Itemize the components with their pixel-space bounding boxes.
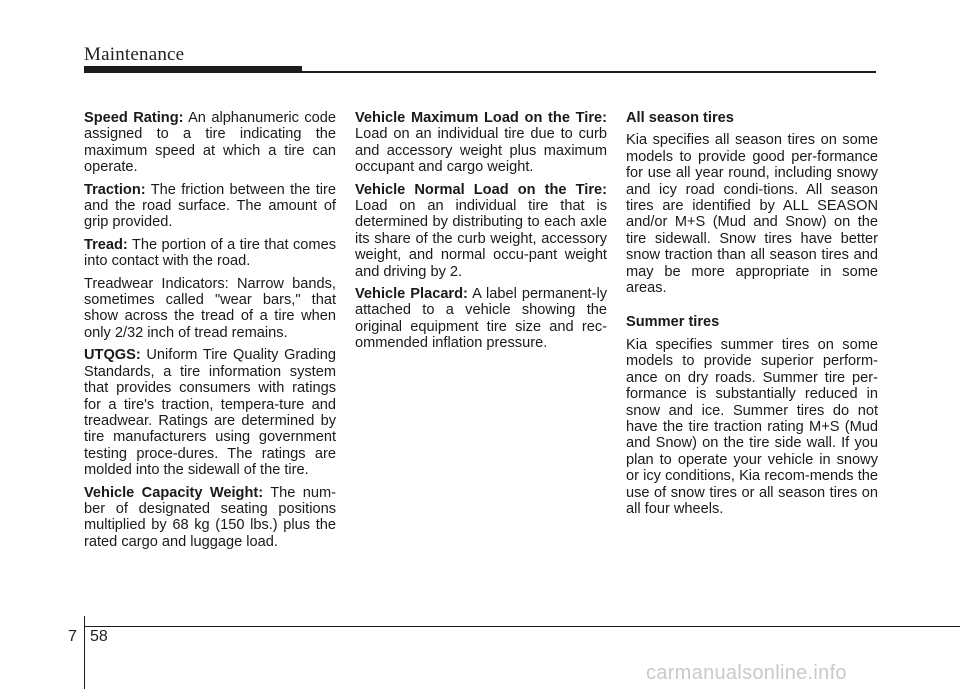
definition-text: The num-ber of designated seating positions multiplied by 68 kg (150 lbs.) plus the rated cargo and luggage load.	[84, 484, 336, 550]
definition-text: Uniform Tire Quality Grading Standards, a tire information system that provides consumers with ratings for a tire's traction, tempera-ture and treadwear. Ratings are determined by tire manufacturers using government testing proce-dures. The ratings are molded into the sidewall of the tire.	[84, 347, 336, 479]
chapter-number: 7	[68, 628, 77, 645]
definition-text: A label permanent-ly attached to a vehicle showing the original equipment tire size and rec-ommended inflation pressure.	[355, 286, 607, 352]
term-label: Traction:	[84, 181, 146, 198]
page-section-title: Maintenance	[84, 44, 185, 65]
term-label: Speed Rating:	[84, 110, 184, 126]
definition-utqgs	[84, 347, 336, 478]
header-rule-thin	[302, 71, 876, 73]
term-label: Vehicle Placard:	[355, 286, 468, 303]
term-label: Tread:	[84, 236, 128, 253]
watermark: carmanualsonline.info	[646, 662, 847, 684]
paragraph-all-season-tires: Kia specifies all season tires on some models to provide good per-formance for use all year round, including snowy and icy road condi-tions. All season tires are identified by ALL SEASON and/or M+S (Mud and Snow) on the tire sidewall. Snow tires have better snow traction than all season tires and may be more appropriate in some areas.	[626, 132, 878, 297]
heading-summer-tires: Summer tires	[626, 314, 720, 331]
definition-text: The portion of a tire that comes into contact with the road.	[84, 236, 336, 270]
definition-vehicle-maximum-load	[355, 110, 607, 176]
heading-all-season-tires: All season tires	[626, 110, 734, 126]
definition-text: Load on an individual tire that is determined by distributing to each axle its share of the curb weight, accessory weight, and normal occu-pant weight and driving by 2.	[355, 198, 607, 280]
definition-treadwear-indicators: Treadwear Indicators: Narrow bands, sometimes called "wear bars," that show across the tread of a tire when only 2/32 inch of tread remains.	[84, 275, 336, 341]
definition-speed-rating	[84, 110, 336, 176]
definition-text: Load on an individual tire due to curb and accessory weight plus maximum occupant and cargo weight.	[355, 126, 607, 176]
text-column-3	[626, 110, 878, 523]
definition-vehicle-capacity-weight	[84, 485, 336, 551]
term-label: UTQGS:	[84, 347, 141, 364]
text-column-2	[355, 110, 607, 358]
definition-tread	[84, 237, 336, 270]
definition-vehicle-placard	[355, 286, 607, 352]
term-label: Vehicle Maximum Load on the Tire:	[355, 110, 607, 126]
header-rule-thick	[84, 66, 302, 73]
definition-vehicle-normal-load	[355, 182, 607, 280]
footer-horizontal-rule	[84, 626, 960, 627]
text-column-1	[84, 110, 336, 556]
term-label: Vehicle Normal Load on the Tire:	[355, 181, 607, 198]
paragraph-summer-tires: Kia specifies summer tires on some models to provide superior perform-ance on dry roads. Summer tire per-formance is substantially reduced in snow and ice. Summer tires do not have the tire traction rating M+S (Mud and Snow) on the tire side wall. If you plan to operate your vehicle in snowy or icy conditions, Kia recom-mends the use of snow tires or all season tires on all four wheels.	[626, 336, 878, 517]
definition-text: An alphanumeric code assigned to a tire indicating the maximum speed at which a tire can operate.	[84, 110, 337, 176]
page-number: 58	[90, 628, 108, 645]
definition-traction	[84, 182, 336, 231]
definition-text: The friction between the tire and the road surface. The amount of grip provided.	[84, 181, 336, 231]
term-label: Vehicle Capacity Weight:	[84, 484, 264, 501]
